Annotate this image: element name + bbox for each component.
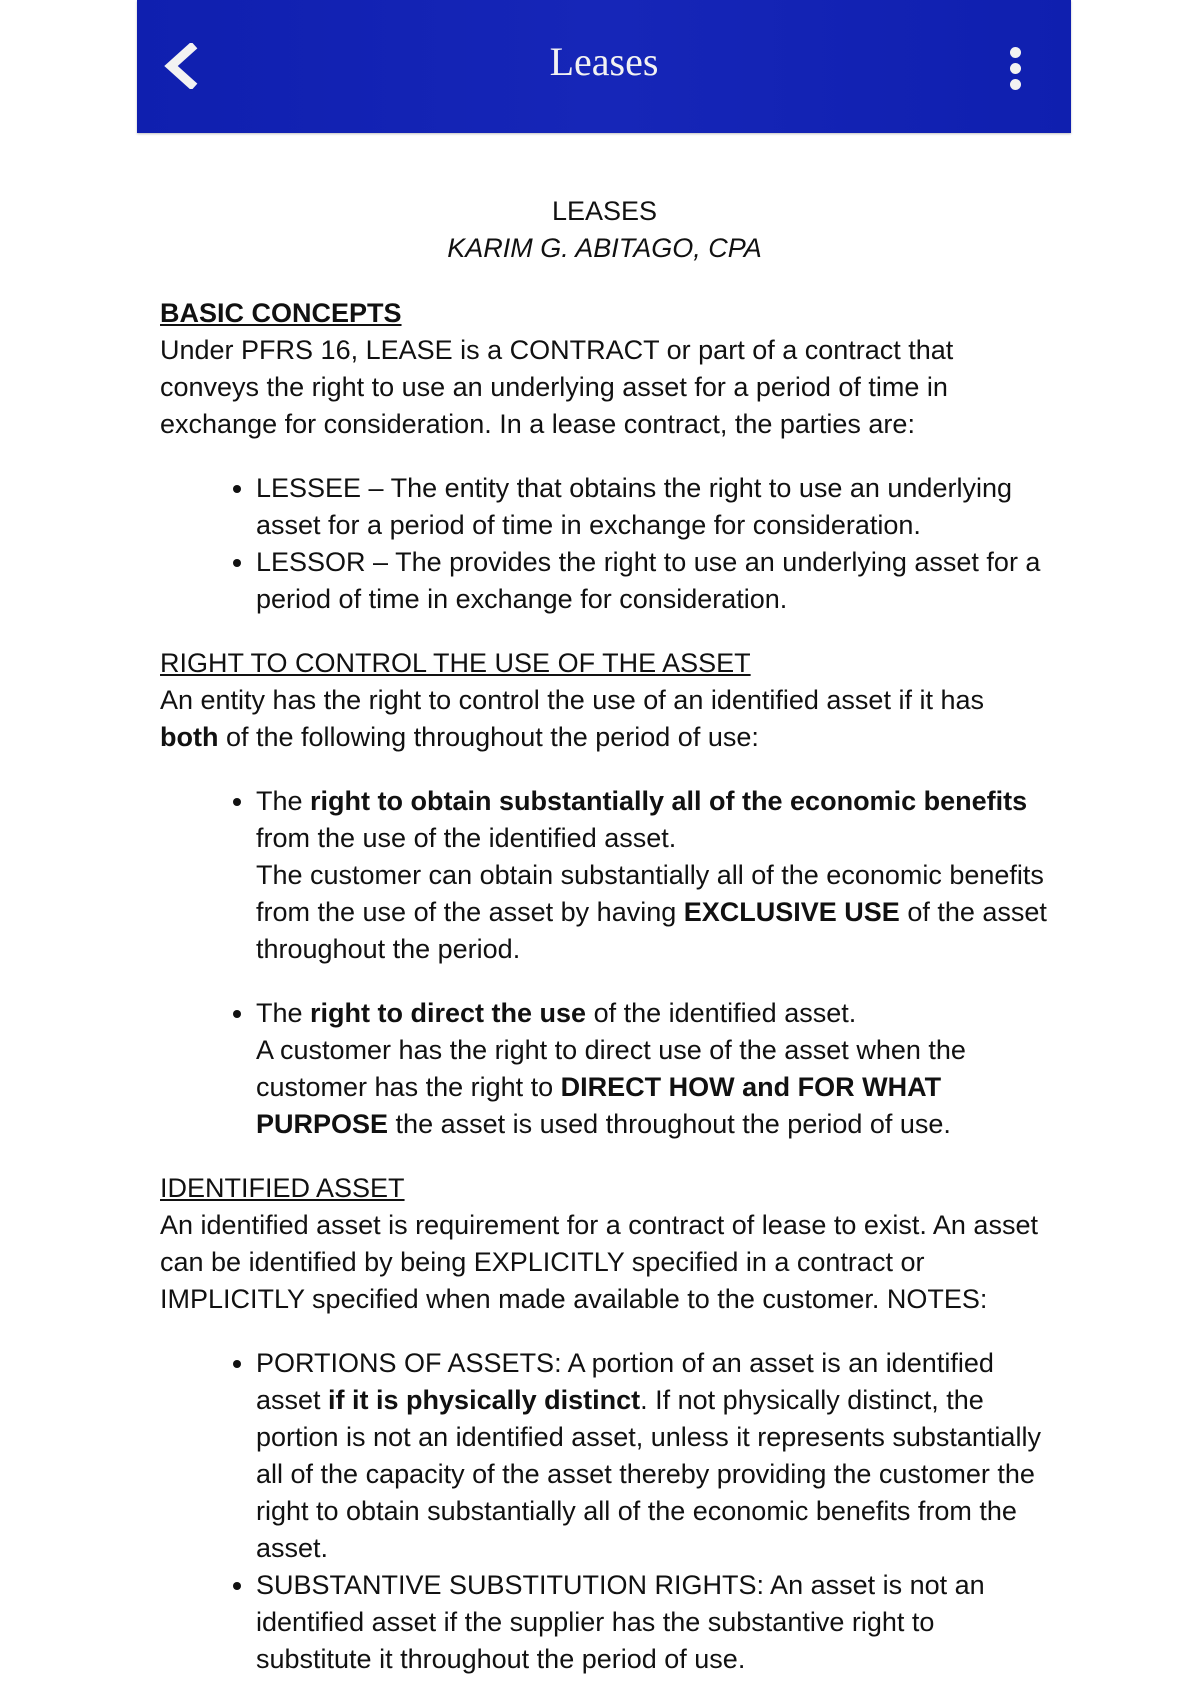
page-title: Leases — [549, 39, 659, 84]
more-vertical-icon-dot — [1010, 79, 1021, 90]
item-text-end: of the identified asset. — [586, 998, 857, 1028]
item-bold-text: if it is physically distinct — [328, 1385, 641, 1415]
item-text-end: from the use of the identified asset. — [256, 823, 677, 853]
intro-text-end: of the following throughout the period of use: — [218, 722, 759, 752]
app-header — [137, 0, 1071, 133]
item-text: PORTIONS OF ASSETS: A portion of an asset is an identified asset — [256, 1348, 994, 1415]
item-bold-text: right to obtain substantially all of the economic benefits — [310, 786, 1028, 816]
section-heading-identified-asset: IDENTIFIED ASSET — [160, 1173, 405, 1203]
right-to-control-intro — [160, 682, 1049, 756]
section-heading-right-to-control: RIGHT TO CONTROL THE USE OF THE ASSET — [160, 648, 751, 678]
item-detail — [256, 857, 1049, 968]
item-detail — [256, 1032, 1049, 1143]
item-text: The — [256, 998, 311, 1028]
more-vertical-icon — [1010, 47, 1021, 58]
right-to-control-list — [160, 783, 1049, 1143]
list-item-lessee: • LESSEE – The entity that obtains the right to use an underlying asset for a period of time in exchange for consideration. — [256, 470, 1049, 544]
list-item-portions-of-assets — [256, 1345, 1049, 1567]
detail-bold-text: DIRECT HOW and FOR WHAT PURPOSE — [256, 1072, 942, 1139]
back-button[interactable] — [153, 38, 209, 94]
detail-text: A customer has the right to direct use of the asset when the customer has the right to — [256, 1035, 966, 1102]
detail-text: The customer can obtain substantially all of the economic benefits from the use of the asset by having — [256, 860, 1044, 927]
basic-concepts-intro: Under PFRS 16, LEASE is a CONTRACT or part of a contract that conveys the right to use an underlying asset for a period of time in exchange for consideration. In a lease contract, the parties are: — [160, 335, 954, 439]
overflow-menu-button[interactable] — [999, 40, 1031, 96]
document-content — [137, 133, 1071, 1678]
item-text-end: . If not physically distinct, the portion is not an identified asset, unless it represents substantially all of the capacity of the asset thereby providing the customer the right to obtain substantially all of the economic benefits from the asset. — [256, 1385, 1041, 1563]
item-bold-text: right to direct the use — [310, 998, 587, 1028]
parties-list — [160, 470, 1049, 618]
list-item-substitution-rights: • SUBSTANTIVE SUBSTITUTION RIGHTS: An asset is not an identified asset if the supplier has the substantive right to substitute it throughout the period of use. — [256, 1567, 1049, 1678]
document-title: LEASES — [551, 196, 658, 226]
chevron-left-icon — [161, 43, 201, 89]
document-author: KARIM G. ABITAGO, CPA — [447, 233, 762, 263]
identified-asset-notes-list — [160, 1345, 1049, 1678]
app-screen — [137, 0, 1071, 1698]
item-text: The — [256, 786, 311, 816]
more-vertical-icon-dot — [1010, 63, 1021, 74]
intro-bold-text: both — [160, 722, 219, 752]
identified-asset-intro: An identified asset is requirement for a contract of lease to exist. An asset can be identified by being EXPLICITLY specified in a contract or IMPLICITLY specified when made available to the customer. NOTES: — [160, 1210, 1038, 1314]
list-item-lessor: • LESSOR – The provides the right to use an underlying asset for a period of time in exchange for consideration. — [256, 544, 1049, 618]
list-item-direct-use — [256, 995, 1049, 1143]
intro-text: An entity has the right to control the use of an identified asset if it has — [160, 685, 984, 715]
detail-text-end: of the asset throughout the period. — [256, 897, 1047, 964]
list-item-economic-benefits — [256, 783, 1049, 968]
section-heading-basic-concepts: BASIC CONCEPTS — [160, 298, 402, 328]
detail-text-end: the asset is used throughout the period of use. — [388, 1109, 951, 1139]
detail-bold-text: EXCLUSIVE USE — [683, 897, 900, 927]
